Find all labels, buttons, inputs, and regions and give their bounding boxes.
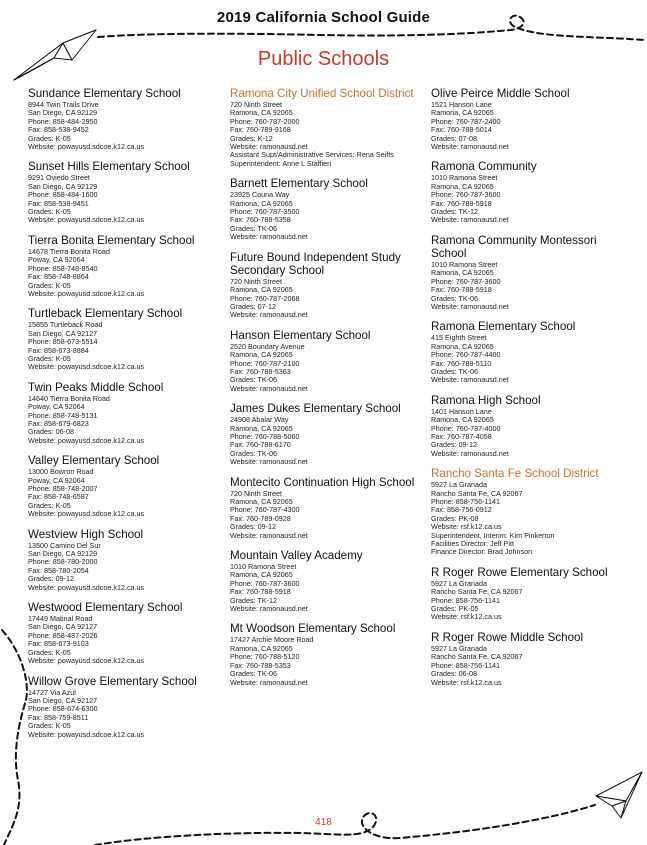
- school-detail-line: Fax: 858-748-8864: [28, 272, 89, 282]
- school-detail-line: Website: ramonausd.net: [230, 604, 308, 614]
- school-name: Ramona Community Montessori School: [431, 233, 597, 260]
- school-name: Tierra Bonita Elementary School: [28, 233, 195, 247]
- school-detail-line: Fax: 760-789-0928: [230, 513, 291, 523]
- guide-title: 2019 California School Guide: [216, 9, 431, 26]
- school-name: Future Bound Independent Study Secondary School: [230, 250, 401, 277]
- school-detail-line: Fax: 858-679-6823: [28, 418, 89, 428]
- school-entry: [230, 329, 430, 393]
- school-detail-line: Fax: 760-789-9168: [230, 125, 291, 135]
- school-name: Olive Peirce Middle School: [431, 87, 570, 100]
- school-detail-line: Phone: 760-788-5060: [230, 431, 300, 441]
- school-detail-line: Website: powayusd.sdcoe.k12.ca.us: [28, 509, 145, 519]
- school-detail-line: Ramona, CA 92065: [431, 181, 494, 191]
- school-entry: [28, 601, 228, 665]
- school-detail-line: Website: ramonausd.net: [230, 142, 308, 152]
- school-detail-line: Website: ramonausd.net: [230, 457, 308, 467]
- school-entry: [230, 622, 430, 686]
- school-detail-line: Phone: 760-787-4400: [431, 350, 501, 360]
- school-detail-line: Phone: 760-787-3600: [431, 190, 501, 200]
- school-detail-line: Grades: K-12: [230, 133, 273, 143]
- school-detail-line: Ramona, CA 92065: [230, 108, 293, 118]
- school-detail-line: Fax: 858-748-6587: [28, 492, 89, 502]
- school-detail-line: Superintendent: Anne L Staffieri: [230, 158, 332, 168]
- school-name: Turtleback Elementary School: [28, 307, 183, 321]
- school-name: Ramona Community: [431, 160, 537, 174]
- school-detail-line: Website: ramonausd.net: [431, 215, 509, 225]
- school-detail-line: Fax: 858-673-9103: [28, 639, 89, 649]
- school-detail-line: Ramona, CA 92065: [431, 341, 494, 351]
- school-detail-line: Phone: 858-484-2950: [28, 116, 98, 126]
- school-detail-line: Website: powayusd.sdcoe.k12.ca.us: [28, 435, 145, 445]
- school-detail-line: 14640 Tierra Bonita Road: [28, 393, 110, 403]
- school-detail-line: Website: powayusd.sdcoe.k12.ca.us: [28, 215, 145, 225]
- school-detail-line: Grades: 06-08: [28, 427, 74, 437]
- school-detail-line: San Diego, CA 92127: [28, 622, 98, 632]
- school-name: Montecito Continuation High School: [230, 475, 415, 489]
- school-detail-line: Phone: 760-787-2100: [230, 358, 300, 368]
- school-detail-line: Phone: 858-780-2000: [28, 557, 98, 567]
- school-detail-line: Fax: 760-788-6170: [230, 440, 291, 450]
- school-detail-line: Ramona, CA 92065: [431, 415, 494, 425]
- school-detail-line: Grades: K-05: [28, 133, 71, 143]
- school-detail-line: Phone: 760-787-2000: [230, 116, 300, 126]
- school-entry: [431, 631, 631, 687]
- school-detail-line: Grades: 06-08: [431, 669, 477, 679]
- school-detail-line: Grades: K-05: [28, 500, 71, 510]
- school-detail-line: Grades: K-05: [28, 647, 71, 657]
- school-detail-line: Grades: TK-06: [431, 293, 479, 303]
- school-detail-line: 15855 Turtleback Road: [28, 320, 103, 330]
- school-entry: [28, 675, 228, 739]
- school-detail-line: Grades: 07-08: [431, 133, 477, 143]
- school-name: Mt Woodson Elementary School: [230, 622, 396, 636]
- school-detail-line: Website: powayusd.sdcoe.k12.ca.us: [28, 656, 145, 666]
- school-detail-line: Grades: TK-06: [431, 366, 479, 376]
- school-detail-line: Fax: 760-788-5918: [431, 285, 492, 295]
- school-detail-line: 1010 Ramona Street: [230, 562, 297, 572]
- school-detail-line: Grades: K-05: [28, 207, 71, 217]
- school-detail-line: San Diego, CA 92129: [28, 549, 98, 559]
- school-detail-line: Grades: TK-06: [230, 669, 278, 679]
- school-detail-line: Website: powayusd.sdcoe.k12.ca.us: [28, 729, 145, 739]
- school-detail-line: Fax: 858-538-9452: [28, 125, 89, 135]
- school-entry: [230, 476, 430, 540]
- school-detail-line: 9291 Oviedo Street: [28, 173, 90, 183]
- school-detail-line: Fax: 858-780-2054: [28, 565, 89, 575]
- school-detail-line: 8944 Twin Trails Drive: [28, 100, 99, 109]
- school-detail-line: 720 Ninth Street: [230, 276, 282, 286]
- school-detail-line: Phone: 760-788-5120: [230, 652, 300, 662]
- school-detail-line: Fax: 760-788-5918: [230, 587, 291, 597]
- school-detail-line: Facilities Director: Jeff Pitt: [431, 539, 514, 549]
- school-detail-line: Phone: 760-787-4000: [431, 423, 501, 433]
- district-name: Ramona City Unified School District: [230, 87, 414, 100]
- school-entry: [28, 160, 228, 224]
- school-detail-line: Phone: 760-787-2400: [431, 116, 501, 126]
- school-name: Mountain Valley Academy: [230, 549, 363, 563]
- school-name: James Dukes Elementary School: [230, 402, 401, 416]
- school-entry: [431, 160, 631, 224]
- school-detail-line: 17449 Matinal Road: [28, 614, 93, 624]
- school-detail-line: 5927 La Granada: [431, 643, 487, 653]
- school-entry: [28, 307, 228, 371]
- school-detail-line: Website: ramonausd.net: [230, 310, 308, 320]
- school-detail-line: Website: powayusd.sdcoe.k12.ca.us: [28, 582, 145, 592]
- school-detail-line: Grades: K-05: [28, 353, 71, 363]
- school-detail-line: Grades: TK-06: [230, 448, 278, 458]
- school-name: Ramona High School: [431, 393, 541, 407]
- school-detail-line: Phone: 760-787-2068: [230, 293, 300, 303]
- school-column-1: [28, 87, 228, 748]
- school-detail-line: 5927 La Granada: [431, 578, 487, 588]
- school-entry: [431, 394, 631, 458]
- school-name: R Roger Rowe Elementary School: [431, 565, 608, 579]
- school-detail-line: Grades: PK-08: [431, 513, 479, 523]
- school-detail-line: Website: powayusd.sdcoe.k12.ca.us: [28, 288, 145, 298]
- school-detail-line: 24908 Abalar Way: [230, 415, 289, 425]
- school-entry: [431, 87, 631, 151]
- school-detail-line: Phone: 760-787-3600: [230, 578, 300, 588]
- paper-plane-icon: [596, 772, 642, 818]
- school-detail-line: Ramona, CA 92065: [431, 108, 494, 118]
- school-detail-line: Assistant Supt/Administrative Services: Rena Seifts: [230, 150, 394, 160]
- school-detail-line: Fax: 858-759-8511: [28, 712, 89, 722]
- school-detail-line: Grades: TK-12: [431, 207, 479, 217]
- school-entry: [28, 381, 228, 445]
- school-column-3: [431, 87, 631, 696]
- school-detail-line: San Diego, CA 92127: [28, 328, 98, 338]
- school-detail-line: Fax: 760-788-5363: [230, 366, 291, 376]
- school-detail-line: Website: ramonausd.net: [431, 448, 509, 458]
- school-column-2: [230, 87, 430, 696]
- school-detail-line: Poway, CA 92064: [28, 475, 85, 485]
- school-detail-line: Rancho Santa Fe, CA 92067: [431, 587, 523, 597]
- school-name: Sundance Elementary School: [28, 87, 181, 100]
- school-detail-line: Rancho Santa Fe, CA 92067: [431, 652, 523, 662]
- school-name: Hanson Elementary School: [230, 328, 371, 342]
- school-detail-line: Website: powayusd.sdcoe.k12.ca.us: [28, 362, 145, 372]
- school-detail-line: Website: ramonausd.net: [230, 677, 308, 687]
- school-detail-line: Poway, CA 92064: [28, 255, 85, 265]
- school-detail-line: Phone: 858-756-1141: [431, 595, 501, 605]
- school-name: Ramona Elementary School: [431, 320, 576, 334]
- school-detail-line: Grades: 09-12: [28, 574, 74, 584]
- school-detail-line: 2520 Boundary Avenue: [230, 341, 305, 351]
- school-detail-line: Ramona, CA 92065: [431, 268, 494, 278]
- school-detail-line: Phone: 760-787-3500: [230, 207, 300, 217]
- school-detail-line: 1521 Hanson Lane: [431, 100, 492, 109]
- school-detail-line: Fax: 760-787-4058: [431, 431, 492, 441]
- school-detail-line: Fax: 760-788-5014: [431, 125, 492, 135]
- school-detail-line: 14727 Via Azul: [28, 687, 76, 697]
- school-detail-line: Ramona, CA 92065: [230, 198, 293, 208]
- school-detail-line: 13000 Bowron Road: [28, 467, 94, 477]
- school-detail-line: San Diego, CA 92129: [28, 108, 98, 118]
- school-detail-line: Ramona, CA 92065: [230, 423, 293, 433]
- school-detail-line: Website: ramonausd.net: [431, 142, 509, 152]
- school-detail-line: Grades: TK-06: [230, 223, 278, 233]
- school-detail-line: Grades: 07-12: [230, 301, 276, 311]
- section-title: Public Schools: [257, 48, 390, 70]
- school-detail-line: San Diego, CA 92127: [28, 695, 98, 705]
- school-detail-line: Fax: 858-538-9451: [28, 198, 89, 208]
- school-detail-line: Ramona, CA 92065: [230, 285, 293, 295]
- school-detail-line: Website: rsf.k12.ca.us: [431, 522, 502, 532]
- school-detail-line: Fax: 760-788-5358: [230, 215, 291, 225]
- school-entry: [28, 528, 228, 592]
- school-detail-line: 415 Eighth Street: [431, 333, 487, 343]
- school-detail-line: Phone: 858-756-1141: [431, 660, 501, 670]
- school-detail-line: San Diego, CA 92129: [28, 181, 98, 191]
- school-entry: [28, 454, 228, 518]
- school-detail-line: Fax: 760-788-5353: [230, 660, 291, 670]
- school-detail-line: 720 Ninth Street: [230, 488, 282, 498]
- school-detail-line: Phone: 858-756-1141: [431, 497, 501, 506]
- school-entry: [431, 320, 631, 384]
- school-name: Barnett Elementary School: [230, 177, 368, 191]
- school-detail-line: Grades: K-05: [28, 280, 71, 290]
- school-detail-line: Website: ramonausd.net: [230, 232, 308, 242]
- school-detail-line: 720 Ninth Street: [230, 100, 282, 109]
- school-detail-line: 13500 Camino Del Sur: [28, 540, 101, 550]
- school-entry: [431, 234, 631, 311]
- school-detail-line: 5927 La Granada: [431, 480, 487, 490]
- school-detail-line: Phone: 858-748-2007: [28, 484, 98, 493]
- school-detail-line: Fax: 760-788-5110: [431, 358, 492, 368]
- school-detail-line: Fax: 858-756-0912: [431, 505, 492, 515]
- school-detail-line: 14678 Tierra Bonita Road: [28, 246, 110, 256]
- district-entry: [431, 467, 631, 557]
- school-detail-line: Phone: 858-484-1600: [28, 190, 98, 200]
- school-detail-line: Grades: 09-12: [431, 440, 477, 450]
- school-detail-line: Ramona, CA 92065: [230, 570, 293, 580]
- school-name: Willow Grove Elementary School: [28, 674, 197, 688]
- school-detail-line: Website: powayusd.sdcoe.k12.ca.us: [28, 142, 145, 152]
- school-name: Twin Peaks Middle School: [28, 380, 164, 394]
- school-detail-line: Ramona, CA 92065: [230, 350, 293, 360]
- school-detail-line: Grades: 09-12: [230, 522, 276, 532]
- school-detail-line: Website: ramonausd.net: [431, 301, 509, 311]
- school-entry: [28, 87, 228, 151]
- school-entry: [230, 549, 430, 613]
- school-name: R Roger Rowe Middle School: [431, 630, 584, 644]
- school-detail-line: Phone: 858-748-8540: [28, 263, 98, 273]
- school-name: Westwood Elementary School: [28, 601, 183, 615]
- school-entry: [28, 234, 228, 298]
- school-detail-line: 1010 Ramona Street: [431, 259, 498, 269]
- school-detail-line: Ramona, CA 92065: [230, 643, 293, 653]
- school-detail-line: Fax: 858-673-8884: [28, 345, 89, 355]
- school-name: Valley Elementary School: [28, 454, 160, 468]
- school-detail-line: 23925 Couna Way: [230, 190, 290, 200]
- school-detail-line: Grades: TK-12: [230, 595, 278, 605]
- school-detail-line: Grades: PK-05: [431, 604, 479, 614]
- school-detail-line: Superintendent, Interim: Kim Pinkerton: [431, 530, 555, 540]
- school-detail-line: Phone: 858-674-6300: [28, 704, 98, 714]
- school-detail-line: Website: ramonausd.net: [230, 383, 308, 393]
- school-detail-line: Phone: 858-673-5514: [28, 337, 98, 347]
- school-detail-line: Website: rsf.k12.ca.us: [431, 677, 502, 687]
- school-detail-line: Poway, CA 92064: [28, 402, 85, 412]
- school-detail-line: Website: rsf.k12.ca.us: [431, 612, 502, 622]
- school-detail-line: Ramona, CA 92065: [230, 497, 293, 506]
- school-detail-line: Phone: 760-787-3600: [431, 276, 501, 286]
- school-detail-line: Phone: 858-748-5131: [28, 410, 98, 420]
- school-entry: [230, 251, 430, 320]
- school-name: Westview High School: [28, 527, 144, 541]
- school-detail-line: Grades: K-05: [28, 721, 71, 731]
- school-detail-line: Phone: 760-787-4300: [230, 505, 300, 515]
- school-detail-line: Phone: 858-487-2026: [28, 630, 98, 640]
- school-entry: [230, 177, 430, 241]
- district-name: Rancho Santa Fe School District: [431, 467, 599, 481]
- school-detail-line: 1010 Ramona Street: [431, 173, 498, 183]
- school-detail-line: 17427 Archie Moore Road: [230, 635, 314, 645]
- school-detail-line: Rancho Santa Fe, CA 92067: [431, 488, 523, 498]
- school-detail-line: Website: ramonausd.net: [431, 375, 509, 385]
- school-entry: [431, 566, 631, 622]
- school-detail-line: Fax: 760-788-5918: [431, 198, 492, 208]
- page-number: 418: [315, 817, 332, 828]
- school-name: Sunset Hills Elementary School: [28, 160, 190, 174]
- school-detail-line: Website: ramonausd.net: [230, 530, 308, 540]
- school-detail-line: 1401 Hanson Lane: [431, 406, 492, 416]
- school-detail-line: Finance Director: Brad Johnson: [431, 547, 533, 557]
- school-entry: [230, 402, 430, 466]
- school-detail-line: Grades: TK-06: [230, 375, 278, 385]
- district-entry: [230, 87, 430, 168]
